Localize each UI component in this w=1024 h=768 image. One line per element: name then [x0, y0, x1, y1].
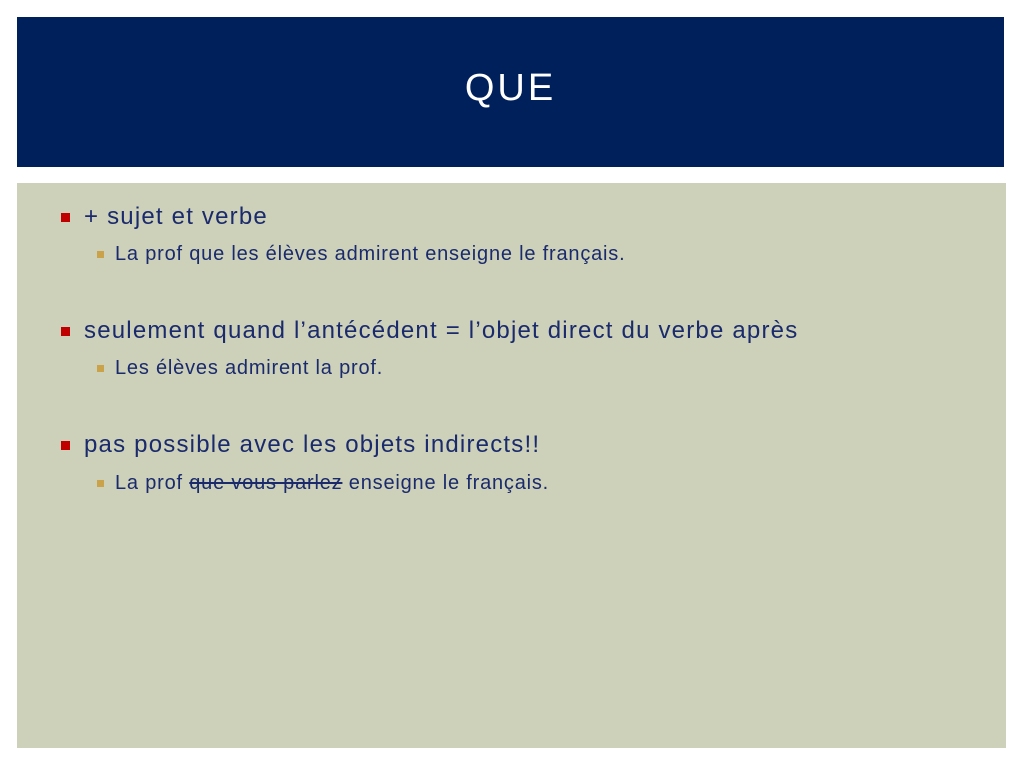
sentence-prefix: La prof: [115, 472, 190, 494]
square-bullet-icon: [61, 213, 70, 222]
content-panel: [17, 183, 1006, 748]
sentence-suffix: enseigne le français.: [342, 472, 550, 494]
sub-bullet-text: La prof que les élèves admirent enseigne le français.: [115, 243, 626, 265]
square-sub-bullet-icon: [97, 251, 104, 258]
square-sub-bullet-icon: [97, 365, 104, 372]
bullet-text: + sujet et verbe: [84, 203, 268, 230]
bullet-text: seulement quand l’antécédent = l’objet direct du verbe après: [84, 317, 799, 344]
title-bar: [17, 17, 1004, 167]
square-bullet-icon: [61, 327, 70, 336]
slide-title: QUE: [464, 66, 557, 109]
square-sub-bullet-icon: [97, 480, 104, 487]
struck-through-text: que vous parlez: [189, 472, 343, 494]
sub-bullet-text: [115, 472, 549, 495]
sub-bullet-text: Les élèves admirent la prof.: [115, 357, 384, 379]
square-bullet-icon: [61, 441, 70, 450]
bullet-text: pas possible avec les objets indirects!!: [84, 431, 541, 458]
